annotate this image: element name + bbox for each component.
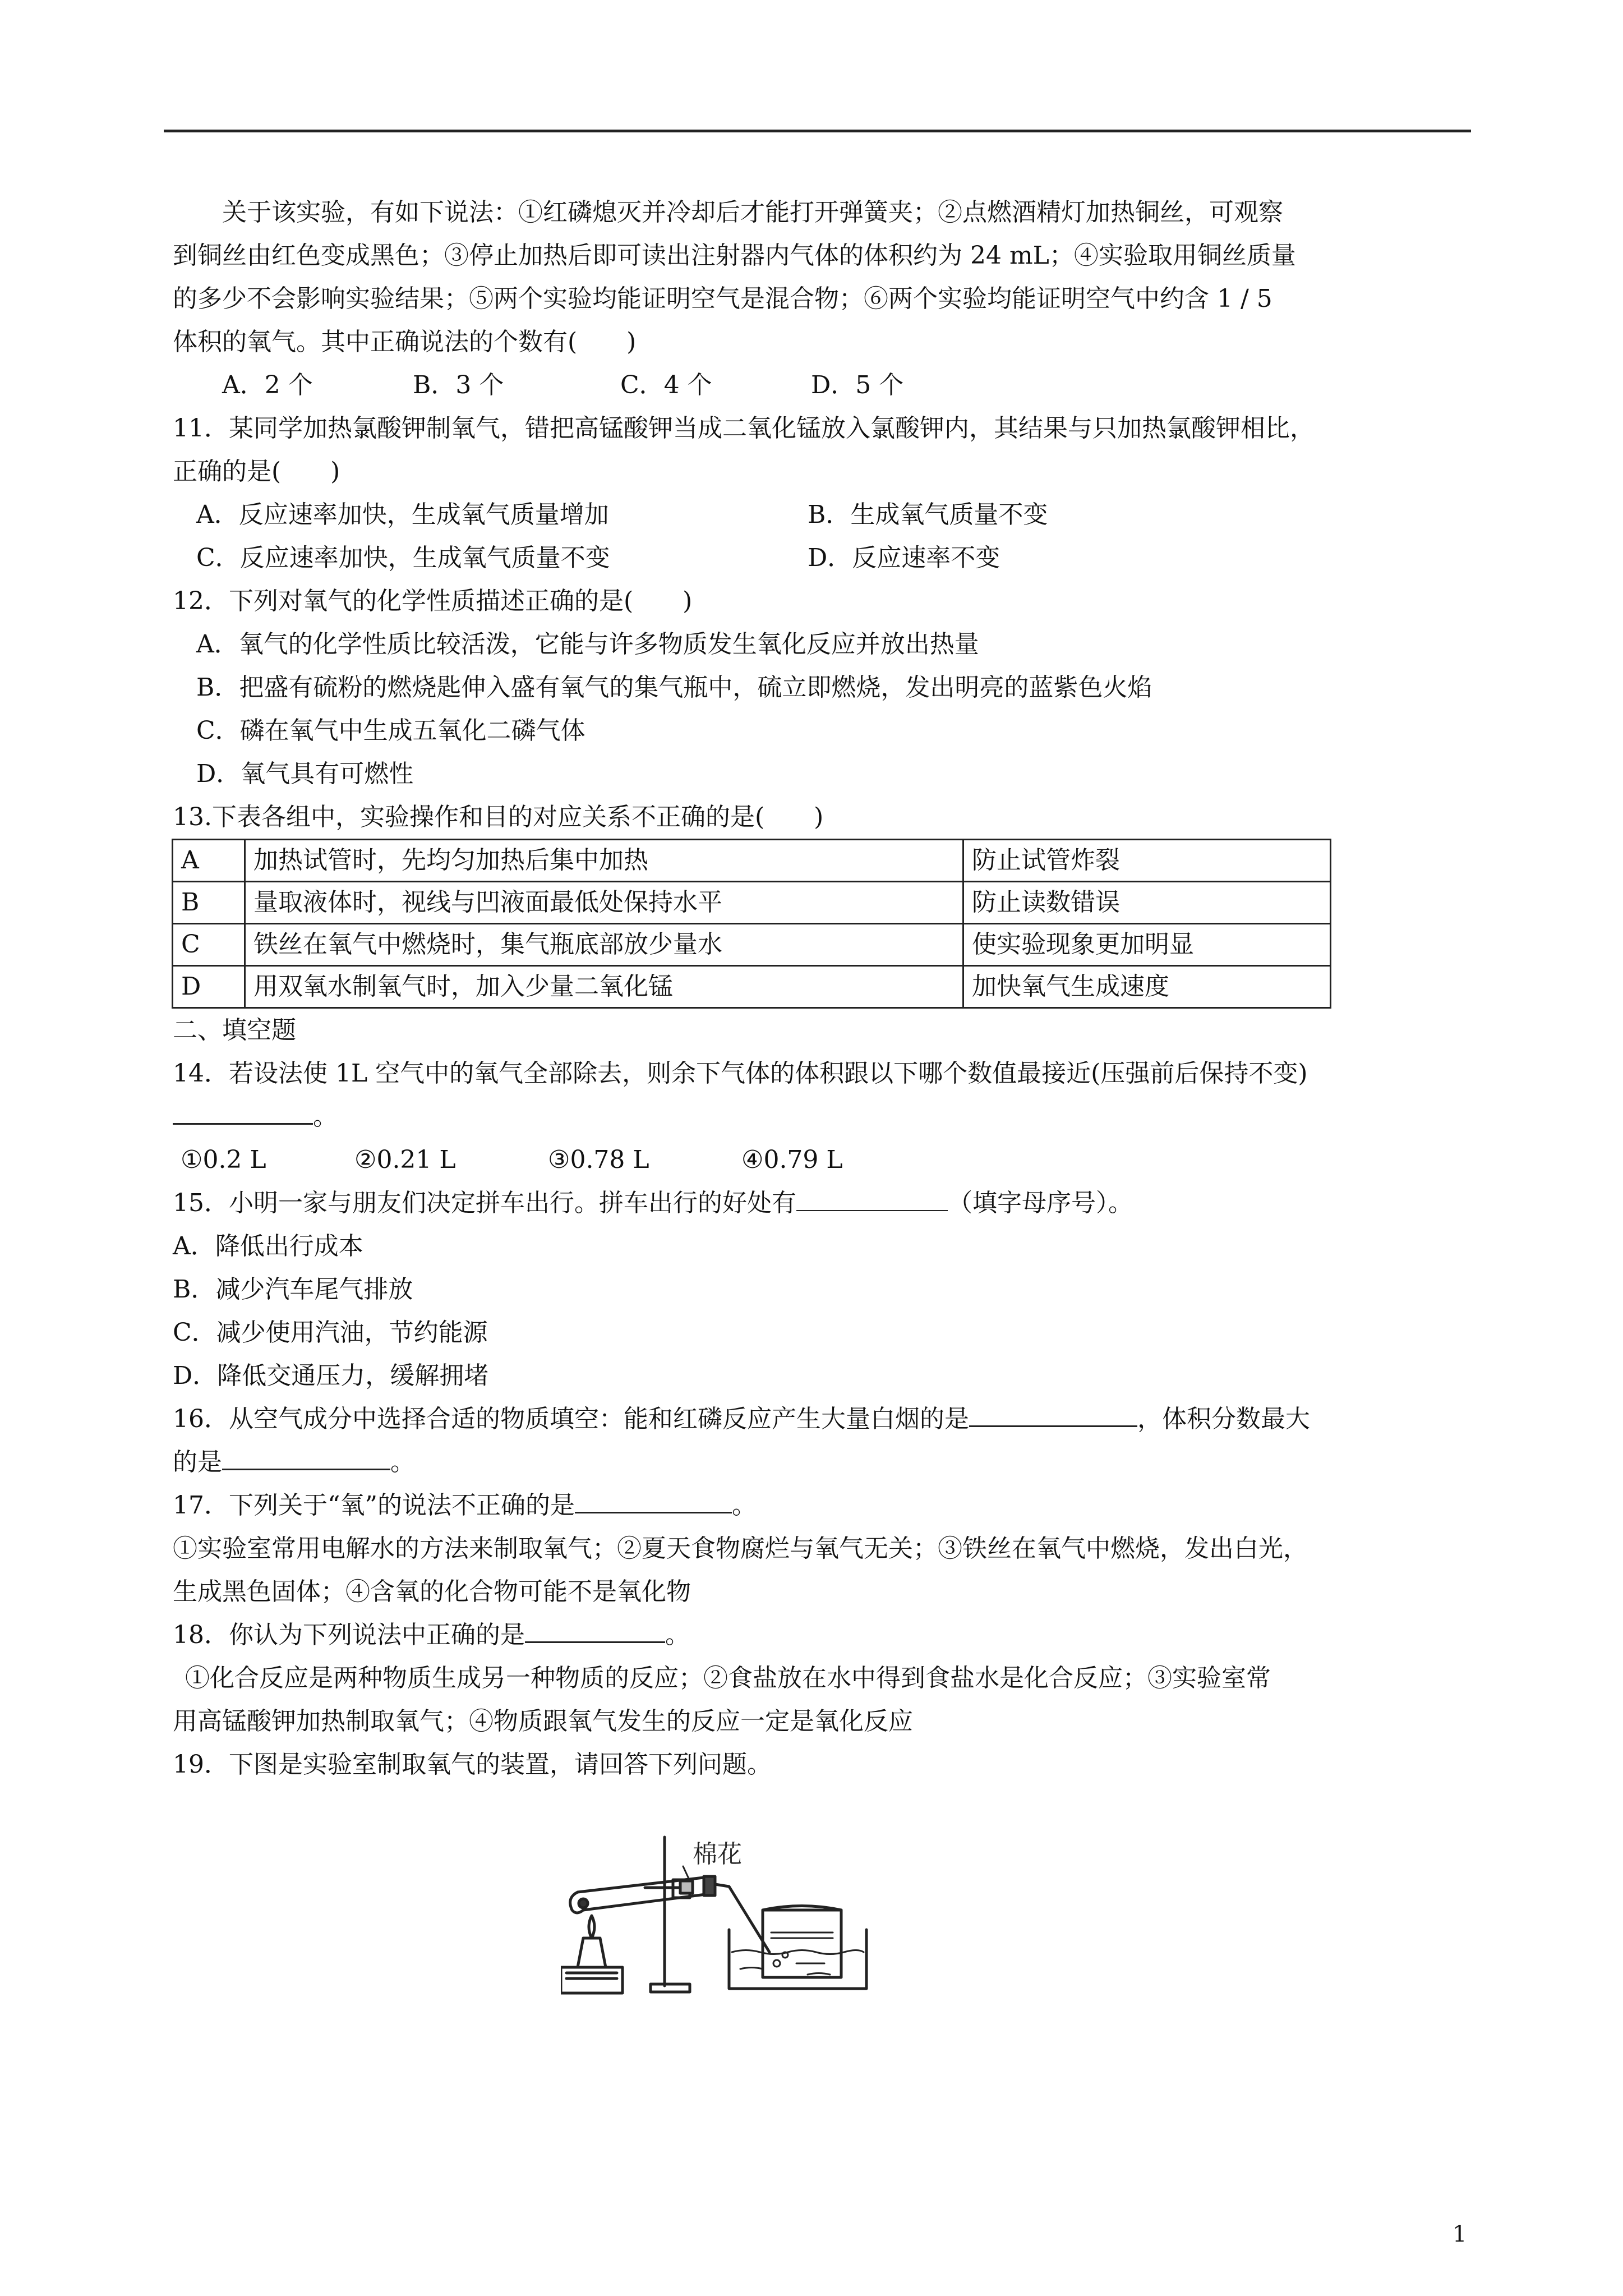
page-number: 1 bbox=[1453, 2221, 1467, 2247]
q12-option-b: B．把盛有硫粉的燃烧匙伸入盛有氧气的集气瓶中，硫立即燃烧，发出明亮的蓝紫色火焰 bbox=[196, 673, 1152, 702]
q17-line-3: 生成黑色固体；④含氧的化合物可能不是氧化物 bbox=[173, 1577, 691, 1606]
gas-collecting-bottle bbox=[763, 1910, 841, 1977]
stand-base bbox=[651, 1984, 690, 1992]
q12-option-d: D．氧气具有可燃性 bbox=[196, 760, 414, 788]
q13-stem: 13.下表各组中，实验操作和目的对应关系不正确的是( ) bbox=[173, 803, 824, 831]
q12-option-a: A．氧气的化学性质比较活泼，它能与许多物质发生氧化反应并放出热量 bbox=[196, 630, 979, 659]
q18-blank[interactable] bbox=[525, 1619, 665, 1643]
wooden-block bbox=[561, 1967, 623, 1993]
q17-blank[interactable] bbox=[575, 1489, 732, 1513]
table-cell: B bbox=[173, 882, 245, 924]
q14-option-3: ③0.78 L bbox=[548, 1145, 649, 1174]
q14-blank[interactable] bbox=[173, 1101, 313, 1125]
q11-option-a: A．反应速率加快，生成氧气质量增加 bbox=[196, 500, 609, 529]
q10-option-d: D．5 个 bbox=[811, 371, 904, 399]
gas-bubble bbox=[782, 1952, 788, 1958]
cotton bbox=[680, 1881, 693, 1893]
q10-option-b: B．3 个 bbox=[413, 371, 504, 399]
q17-text-b: 。 bbox=[731, 1491, 757, 1520]
cotton-label: 棉花 bbox=[693, 1840, 742, 1869]
water-wave bbox=[808, 1973, 830, 1975]
table-cell: 加快氧气生成速度 bbox=[963, 966, 1331, 1008]
q18-line-3: 用高锰酸钾加热制取氧气；④物质跟氧气发生的反应一定是氧化反应 bbox=[173, 1707, 913, 1736]
table-cell: A bbox=[173, 840, 245, 882]
q16-blank-2[interactable] bbox=[222, 1446, 390, 1470]
reactant-powder bbox=[579, 1899, 588, 1908]
table-row bbox=[173, 840, 1331, 882]
q16-text-c: 的是 bbox=[173, 1448, 222, 1476]
table-cell: 防止读数错误 bbox=[963, 882, 1331, 924]
q17-line-2: ①实验室常用电解水的方法来制取氧气；②夏天食物腐烂与氧气无关；③铁丝在氧气中燃烧，发出白光， bbox=[173, 1534, 1308, 1563]
gas-bubble bbox=[773, 1960, 780, 1967]
alcohol-lamp bbox=[578, 1938, 606, 1967]
q10-options bbox=[173, 364, 1463, 407]
q11-option-b: B．生成氧气质量不变 bbox=[808, 500, 1048, 529]
q12-option-c: C．磷在氧气中生成五氧化二磷气体 bbox=[196, 716, 585, 745]
q14-answer-line bbox=[173, 1095, 1463, 1138]
table-cell: 用双氧水制氧气时，加入少量二氧化锰 bbox=[245, 966, 963, 1008]
q10-line-2: 到铜丝由红色变成黑色；③停止加热后即可读出注射器内气体的体积约为 24 mL；④实验取用铜丝质量 bbox=[173, 241, 1296, 270]
q10-line-3: 的多少不会影响实验结果；⑤两个实验均能证明空气是混合物；⑥两个实验均能证明空气中约含 1 / 5 bbox=[173, 284, 1272, 313]
q15-option-b: B．减少汽车尾气排放 bbox=[173, 1275, 413, 1304]
q10-option-c: C．4 个 bbox=[620, 371, 712, 399]
table-cell: 铁丝在氧气中燃烧时，集气瓶底部放少量水 bbox=[245, 924, 963, 966]
q19-stem: 19．下图是实验室制取氧气的装置，请回答下列问题。 bbox=[173, 1750, 772, 1779]
table-cell: 防止试管炸裂 bbox=[963, 840, 1331, 882]
table-row bbox=[173, 882, 1331, 924]
q18-text-a: 18．你认为下列说法中正确的是 bbox=[173, 1621, 525, 1649]
q15-blank[interactable] bbox=[796, 1188, 948, 1211]
delivery-tube bbox=[715, 1884, 769, 1952]
flame bbox=[589, 1916, 594, 1938]
q15-option-d: D．降低交通压力，缓解拥堵 bbox=[173, 1361, 489, 1390]
q10-line-1: 关于该实验，有如下说法：①红磷熄灭并冷却后才能打开弹簧夹；②点燃酒精灯加热铜丝，可观察 bbox=[222, 198, 1283, 227]
q15-option-a: A．降低出行成本 bbox=[173, 1232, 363, 1260]
q13-table bbox=[172, 839, 1331, 1009]
table-cell: 使实验现象更加明显 bbox=[963, 924, 1331, 966]
table-cell: 量取液体时，视线与凹液面最低处保持水平 bbox=[245, 882, 963, 924]
q11-option-d: D．反应速率不变 bbox=[808, 544, 1000, 572]
q10-option-a: A．2 个 bbox=[222, 371, 313, 399]
q15-option-c: C．减少使用汽油，节约能源 bbox=[173, 1318, 488, 1347]
table-cell: 加热试管时，先均匀加热后集中加热 bbox=[245, 840, 963, 882]
q18-stem bbox=[173, 1613, 1463, 1657]
q11-line-1: 11．某同学加热氯酸钾制氧气，错把高锰酸钾当成二氧化锰放入氯酸钾内，其结果与只加热氯酸钾相比， bbox=[173, 414, 1315, 443]
table-cell: C bbox=[173, 924, 245, 966]
q14-option-1: ①0.2 L bbox=[181, 1145, 266, 1174]
q16-text-b: ，体积分数最大 bbox=[1137, 1405, 1310, 1433]
q14-tail: 。 bbox=[313, 1102, 338, 1131]
q16-text-a: 16．从空气成分中选择合适的物质填空：能和红磷反应产生大量白烟的是 bbox=[173, 1405, 969, 1433]
q12-stem: 12．下列对氧气的化学性质描述正确的是( ) bbox=[173, 587, 693, 615]
stopper bbox=[704, 1876, 715, 1895]
q14-option-2: ②0.21 L bbox=[354, 1145, 456, 1174]
q16-line-1 bbox=[173, 1397, 1463, 1441]
q17-stem bbox=[173, 1484, 1463, 1527]
q16-line-2 bbox=[173, 1441, 1463, 1484]
q15-stem-a: 15．小明一家与朋友们决定拼车出行。拼车出行的好处有 bbox=[173, 1189, 796, 1217]
table-row bbox=[173, 924, 1331, 966]
q14-options bbox=[173, 1138, 1463, 1181]
q11-line-2: 正确的是( ) bbox=[173, 457, 340, 486]
q11-options-row-1 bbox=[173, 493, 1463, 536]
q18-line-2: ①化合反应是两种物质生成另一种物质的反应；②食盐放在水中得到食盐水是化合反应；③实验室常 bbox=[185, 1664, 1271, 1692]
q10-line-4: 体积的氧气。其中正确说法的个数有( ) bbox=[173, 328, 637, 356]
water-surface bbox=[732, 1950, 864, 1954]
q16-text-d: 。 bbox=[390, 1448, 415, 1476]
header-rule bbox=[164, 130, 1471, 132]
oxygen-apparatus-figure bbox=[561, 1826, 875, 2000]
section-heading: 二、填空题 bbox=[173, 1016, 296, 1045]
q15-stem-b: （填字母序号）。 bbox=[948, 1189, 1133, 1217]
q11-option-c: C．反应速率加快，生成氧气质量不变 bbox=[196, 544, 610, 572]
table-row bbox=[173, 966, 1331, 1008]
water-wave bbox=[740, 1968, 763, 1970]
q16-blank-1[interactable] bbox=[969, 1403, 1137, 1427]
q14-stem: 14．若设法使 1L 空气中的氧气全部除去，则余下气体的体积跟以下哪个数值最接近(压强前后保持不变) bbox=[173, 1059, 1308, 1088]
q17-text-a: 17．下列关于“氧”的说法不正确的是 bbox=[173, 1491, 575, 1520]
document-body bbox=[173, 191, 1463, 1786]
q18-text-b: 。 bbox=[665, 1621, 690, 1649]
table-cell: D bbox=[173, 966, 245, 1008]
q11-options-row-2 bbox=[173, 536, 1463, 579]
q15-stem bbox=[173, 1181, 1463, 1225]
q14-option-4: ④0.79 L bbox=[741, 1145, 843, 1174]
